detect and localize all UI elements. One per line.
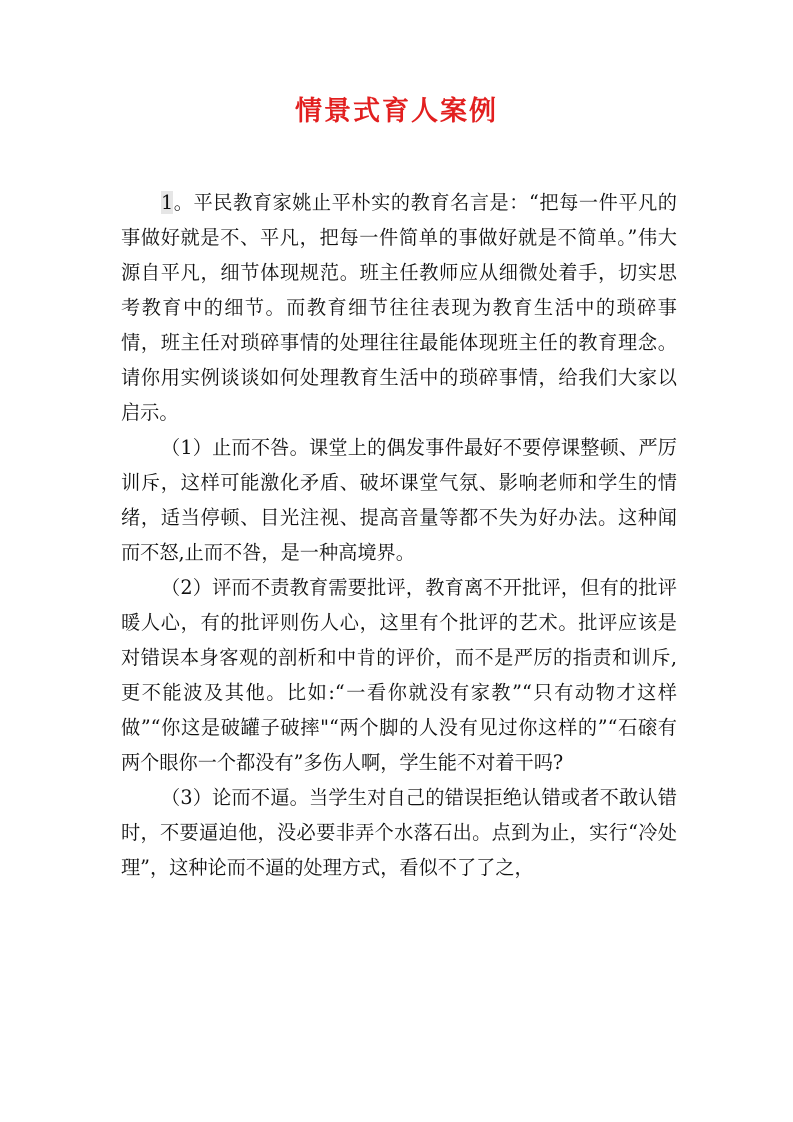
paragraph-3: （3）论而不逼。当学生对自己的错误拒绝认错或者不敢认错时，不要逼迫他，没必要非弄个水落石出。点到为止，实行“冷处理”，这种论而不逼的处理方式，看似不了了之， [121, 786, 677, 879]
paragraph-1: （1）止而不咎。课堂上的偶发事件最好不要停课整顿、严厉训斥，这样可能激化矛盾、破坏课堂气氛、影响老师和学生的情绪，适当停顿、目光注视、提高音量等都不失为好办法。这种闻而不怒,止而不咎，是一种高境界。 [121, 436, 677, 564]
question-number: 1 [161, 191, 174, 214]
document-body [121, 185, 677, 885]
paragraph-2: （2）评而不责教育需要批评，教育离不开批评，但有的批评暖人心，有的批评则伤人心，这里有个批评的艺术。批评应该是对错误本身客观的剖析和中肯的评价，而不是严厉的指责和训斥,更不能波及其他。比如:“一看你就没有家教”“只有动物才这样做”“你这是破罐子破摔"“两个脚的人没有见过你这样的”“石磙有两个眼你一个都没有”多伤人啊，学生能不对着干吗? [121, 576, 677, 774]
question-paragraph [121, 185, 677, 430]
question-text: 。平民教育家姚止平朴实的教育名言是：“把每一件平凡的事做好就是不、平凡，把每一件简单的事做好就是不简单。”伟大源自平凡，细节体现规范。班主任教师应从细微处着手，切实思考教育中的细节。而教育细节往往表现为教育生活中的琐碎事情，班主任对琐碎事情的处理往往最能体现班主任的教育理念。请你用实例谈谈如何处理教育生活中的琐碎事情，给我们大家以启示。 [121, 191, 677, 424]
document-title: 情景式育人案例 [295, 96, 498, 127]
